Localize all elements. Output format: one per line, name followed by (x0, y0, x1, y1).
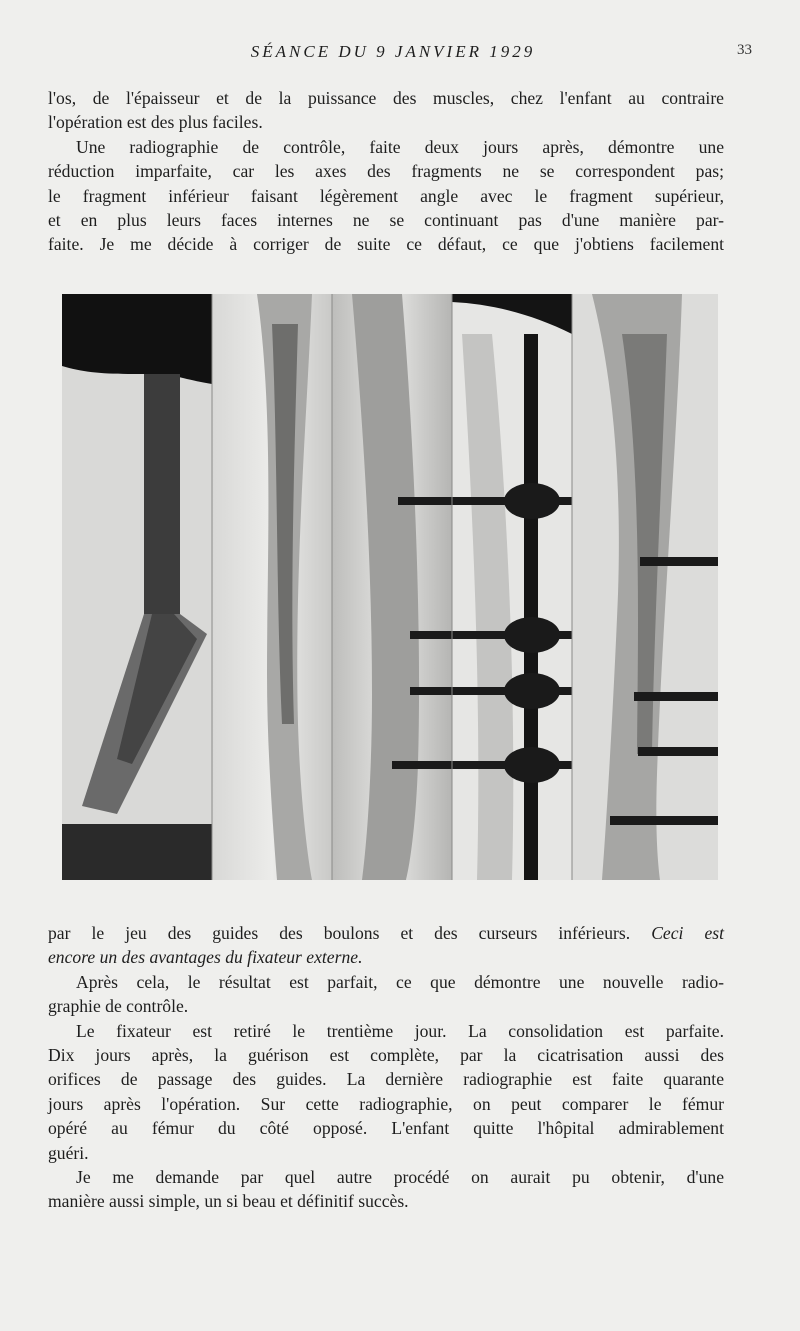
text-line: orifices de passage des guides. La dernière radiographie est faite quarante (48, 1069, 724, 1090)
text-line: et en plus leurs faces internes ne se continuant pas d'une manière par- (48, 209, 724, 230)
page-header (48, 42, 752, 66)
text-line: Après cela, le résultat est parfait, ce que démontre une nouvelle radio- (76, 971, 724, 992)
text-span: par le jeu des guides des boulons et des curseurs inférieurs. (48, 923, 631, 943)
text-line: manière aussi simple, un si beau et définitif succès. (48, 1191, 409, 1212)
text-line: opéré au fémur du côté opposé. L'enfant quitte l'hôpital admirablement (48, 1118, 724, 1139)
text-line: faite. Je me décide à corriger de suite ce défaut, ce que j'obtiens facilement (48, 234, 724, 255)
text-line: Une radiographie de contrôle, faite deux jours après, démontre une (76, 136, 724, 157)
text-line (48, 921, 724, 945)
text-line: le fragment inférieur faisant légèrement angle avec le fragment supérieur, (48, 185, 724, 206)
text-line: Dix jours après, la guérison est complète, par la cicatrisation aussi des (48, 1044, 724, 1065)
text-line: graphie de contrôle. (48, 996, 189, 1017)
italic-text: Ceci est (651, 923, 725, 943)
text-line: Le fixateur est retiré le trentième jour. La consolidation est parfaite. (76, 1020, 724, 1041)
text-line: Je me demande par quel autre procédé on aurait pu obtenir, d'une (76, 1166, 724, 1187)
text-block-top (48, 86, 724, 257)
text-line: l'opération est des plus faciles. (48, 112, 263, 133)
text-block-bottom (48, 921, 724, 1214)
text-line: guéri. (48, 1142, 89, 1163)
text-line: jours après l'opération. Sur cette radiographie, on peut comparer le fémur (48, 1093, 724, 1114)
radiograph-figure (62, 294, 718, 880)
xray-image (62, 294, 718, 880)
italic-text: encore un des avantages du fixateur externe. (48, 947, 363, 968)
running-title: SÉANCE DU 9 JANVIER 1929 (250, 42, 536, 61)
text-line: réduction imparfaite, car les axes des fragments ne se correspondent pas; (48, 161, 724, 182)
page-number: 33 (737, 42, 752, 58)
text-line: l'os, de l'épaisseur et de la puissance des muscles, chez l'enfant au contraire (48, 88, 724, 108)
